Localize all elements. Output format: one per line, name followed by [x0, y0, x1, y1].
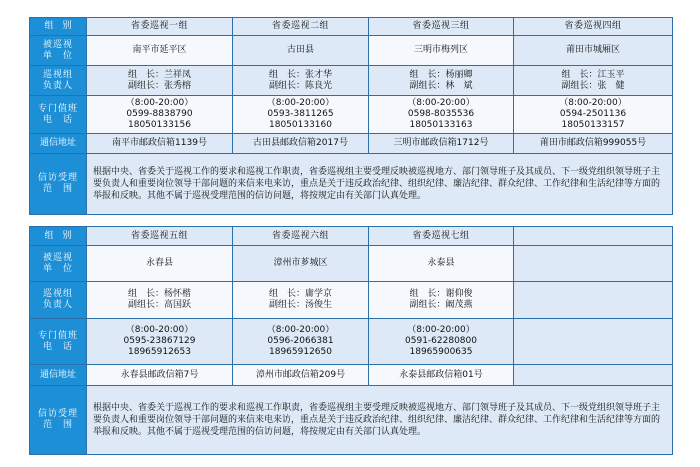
- empty-cell: [514, 319, 673, 365]
- phone-7: （8:00-20:00） 0591-62280800 18965900635: [369, 319, 514, 365]
- scope-text: 根据中央、省委关于巡视工作的要求和巡视工作职责，省委巡视组主要受理反映被巡视地方、部门领导班子及其成员、下一级党组织领导班子主要负责人和重要岗位领导干部问题的来信来电来访，重点是关于违反政治纪律、组织纪律、廉洁纪律、群众纪律、工作纪律和生活纪律等方面的举报和反映。其他不属于巡视受理范围的信访问题，将按规定由有关部门认真处理。: [87, 154, 673, 215]
- empty-cell: [514, 227, 673, 246]
- mailbox-3: 三明市邮政信箱1712号: [369, 134, 514, 154]
- group-name-5: 省委巡视五组: [87, 227, 233, 246]
- leaders-2: 组 长：张才华 副组长：陈良光: [233, 66, 369, 96]
- mailbox-6: 漳州市邮政信箱209号: [233, 365, 369, 386]
- inspection-table-2: [29, 226, 673, 455]
- group-name-1: 省委巡视一组: [87, 18, 233, 36]
- label-group: 组 别: [30, 227, 87, 246]
- empty-cell: [514, 365, 673, 386]
- unit-7: 永泰县: [369, 246, 514, 282]
- row-phone: [30, 319, 673, 365]
- phone-5: （8:00-20:00） 0595-23867129 18965912653: [87, 319, 233, 365]
- group-name-4: 省委巡视四组: [514, 18, 673, 36]
- row-mailbox: [30, 134, 673, 154]
- label-leaders: 巡视组 负责人: [30, 282, 87, 319]
- unit-6: 漳州市芗城区: [233, 246, 369, 282]
- mailbox-5: 永春县邮政信箱7号: [87, 365, 233, 386]
- leaders-5: 组 长：杨怀楷 副组长：高国跃: [87, 282, 233, 319]
- row-mailbox: [30, 365, 673, 386]
- phone-1: （8:00-20:00） 0599-8838790 18050133156: [87, 96, 233, 134]
- empty-cell: [514, 282, 673, 319]
- label-unit: 被巡视 单 位: [30, 36, 87, 66]
- empty-cell: [514, 246, 673, 282]
- row-group: [30, 227, 673, 246]
- unit-5: 永春县: [87, 246, 233, 282]
- label-mailbox: 通信地址: [30, 365, 87, 386]
- label-unit: 被巡视 单 位: [30, 246, 87, 282]
- row-leaders: [30, 282, 673, 319]
- phone-2: （8:00-20:00） 0593-3811265 18050133160: [233, 96, 369, 134]
- row-unit: [30, 36, 673, 66]
- phone-3: （8:00-20:00） 0598-8035536 18050133163: [369, 96, 514, 134]
- row-group: [30, 18, 673, 36]
- label-leaders: 巡视组 负责人: [30, 66, 87, 96]
- mailbox-7: 永泰县邮政信箱01号: [369, 365, 514, 386]
- group-name-2: 省委巡视二组: [233, 18, 369, 36]
- mailbox-4: 莆田市邮政信箱999055号: [514, 134, 673, 154]
- group-name-7: 省委巡视七组: [369, 227, 514, 246]
- label-group: 组 别: [30, 18, 87, 36]
- row-scope: [30, 386, 673, 455]
- unit-4: 莆田市城厢区: [514, 36, 673, 66]
- unit-3: 三明市梅列区: [369, 36, 514, 66]
- label-phone: 专门值班 电 话: [30, 319, 87, 365]
- group-name-6: 省委巡视六组: [233, 227, 369, 246]
- phone-6: （8:00-20:00） 0596-2066381 18965912650: [233, 319, 369, 365]
- unit-1: 南平市延平区: [87, 36, 233, 66]
- leaders-6: 组 长：庸学京 副组长：汤俊生: [233, 282, 369, 319]
- phone-4: （8:00-20:00） 0594-2501136 18050133157: [514, 96, 673, 134]
- scope-text: 根据中央、省委关于巡视工作的要求和巡视工作职责，省委巡视组主要受理反映被巡视地方、部门领导班子及其成员、下一级党组织领导班子主要负责人和重要岗位领导干部问题的来信来电来访，重点是关于违反政治纪律、组织纪律、廉洁纪律、群众纪律、工作纪律和生活纪律等方面的举报和反映。其他不属于巡视受理范围的信访问题，将按规定由有关部门认真处理。: [87, 386, 673, 455]
- leaders-7: 组 长：谢仰俊 副组长：阚茂燕: [369, 282, 514, 319]
- leaders-1: 组 长：兰祥凤 副组长：张秀榕: [87, 66, 233, 96]
- row-unit: [30, 246, 673, 282]
- unit-2: 古田县: [233, 36, 369, 66]
- label-scope: 信访受理 范 围: [30, 154, 87, 215]
- row-phone: [30, 96, 673, 134]
- label-phone: 专门值班 电 话: [30, 96, 87, 134]
- mailbox-1: 南平市邮政信箱1139号: [87, 134, 233, 154]
- row-scope: [30, 154, 673, 215]
- row-leaders: [30, 66, 673, 96]
- label-mailbox: 通信地址: [30, 134, 87, 154]
- label-scope: 信访受理 范 围: [30, 386, 87, 455]
- mailbox-2: 古田县邮政信箱2017号: [233, 134, 369, 154]
- leaders-3: 组 长：杨丽卿 副组长：林 斌: [369, 66, 514, 96]
- group-name-3: 省委巡视三组: [369, 18, 514, 36]
- inspection-table-1: [29, 17, 673, 215]
- leaders-4: 组 长：江玉平 副组长：张 健: [514, 66, 673, 96]
